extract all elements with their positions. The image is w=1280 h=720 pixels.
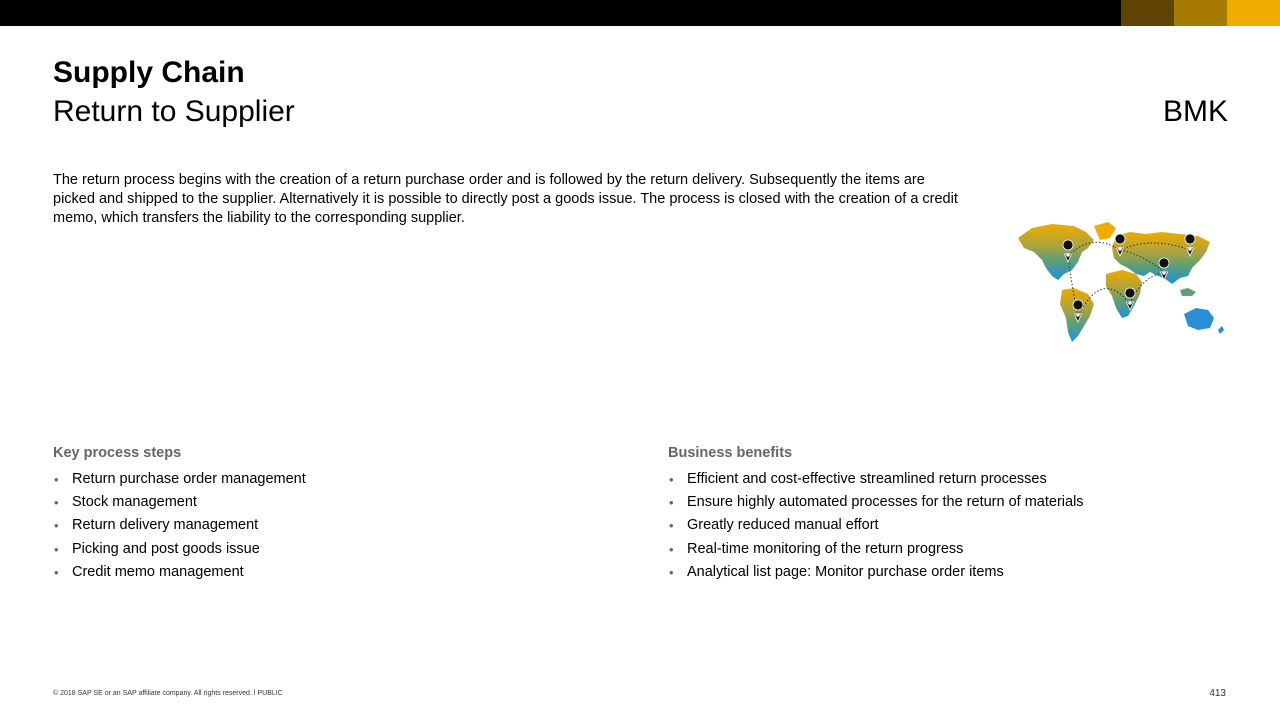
bullet-icon: • xyxy=(669,541,674,557)
page-number: 413 xyxy=(1209,688,1226,699)
brand-swatch-dark xyxy=(1121,0,1174,26)
list-item-text: Analytical list page: Monitor purchase order items xyxy=(687,563,1004,580)
list-item xyxy=(668,491,1228,514)
list-item-text: Ensure highly automated processes for the return of materials xyxy=(687,494,1084,511)
list-item xyxy=(668,538,1228,561)
top-brand-bar xyxy=(0,0,1280,26)
slide-subtitle: Return to Supplier xyxy=(53,95,295,128)
list-item xyxy=(53,468,613,491)
list-item xyxy=(53,561,613,584)
list-item-text: Stock management xyxy=(72,494,197,511)
bullet-icon: • xyxy=(54,495,59,511)
list-item xyxy=(53,538,613,561)
list-item xyxy=(53,514,613,537)
business-benefits-section xyxy=(668,444,1228,584)
bullet-icon: • xyxy=(669,518,674,534)
key-process-steps-heading: Key process steps xyxy=(53,445,182,461)
bullet-icon: • xyxy=(54,518,59,534)
list-item-text: Greatly reduced manual effort xyxy=(687,517,879,534)
list-item-text: Real-time monitoring of the return progress xyxy=(687,540,964,557)
bullet-icon: • xyxy=(669,564,674,580)
scope-item-code: BMK xyxy=(1162,95,1228,128)
process-description: The return process begins with the creation of a return purchase order and is followed by the return delivery. Subsequently the items are picked and shipped to the supplier. Alternatively it is possible to directly post a goods issue. The process is closed with the creation of a credit memo, which transfers the liability to the corresponding supplier. xyxy=(53,172,958,226)
bullet-icon: • xyxy=(54,472,59,487)
bullet-icon: • xyxy=(669,472,674,487)
list-item xyxy=(668,468,1228,491)
list-item-text: Credit memo management xyxy=(72,563,244,580)
business-benefits-heading: Business benefits xyxy=(668,445,793,461)
list-item-text: Efficient and cost-effective streamlined return processes xyxy=(687,471,1047,487)
bullet-icon: • xyxy=(54,541,59,557)
brand-swatch-mid xyxy=(1174,0,1227,26)
world-map-icon xyxy=(1012,218,1224,348)
business-benefits-list xyxy=(668,468,1228,584)
list-item-text: Return delivery management xyxy=(72,517,259,534)
key-process-steps-list xyxy=(53,468,613,584)
bullet-icon: • xyxy=(669,495,674,511)
footer-copyright: © 2018 SAP SE or an SAP affiliate company. All rights reserved. ǀ PUBLIC xyxy=(53,690,283,697)
key-process-steps-section xyxy=(53,444,613,584)
brand-swatch-light xyxy=(1227,0,1280,26)
slide-title: Supply Chain xyxy=(53,56,245,89)
list-item xyxy=(668,561,1228,584)
list-item-text: Return purchase order management xyxy=(72,471,306,487)
list-item xyxy=(53,491,613,514)
list-item-text: Picking and post goods issue xyxy=(72,540,260,557)
bullet-icon: • xyxy=(54,564,59,580)
list-item xyxy=(668,514,1228,537)
